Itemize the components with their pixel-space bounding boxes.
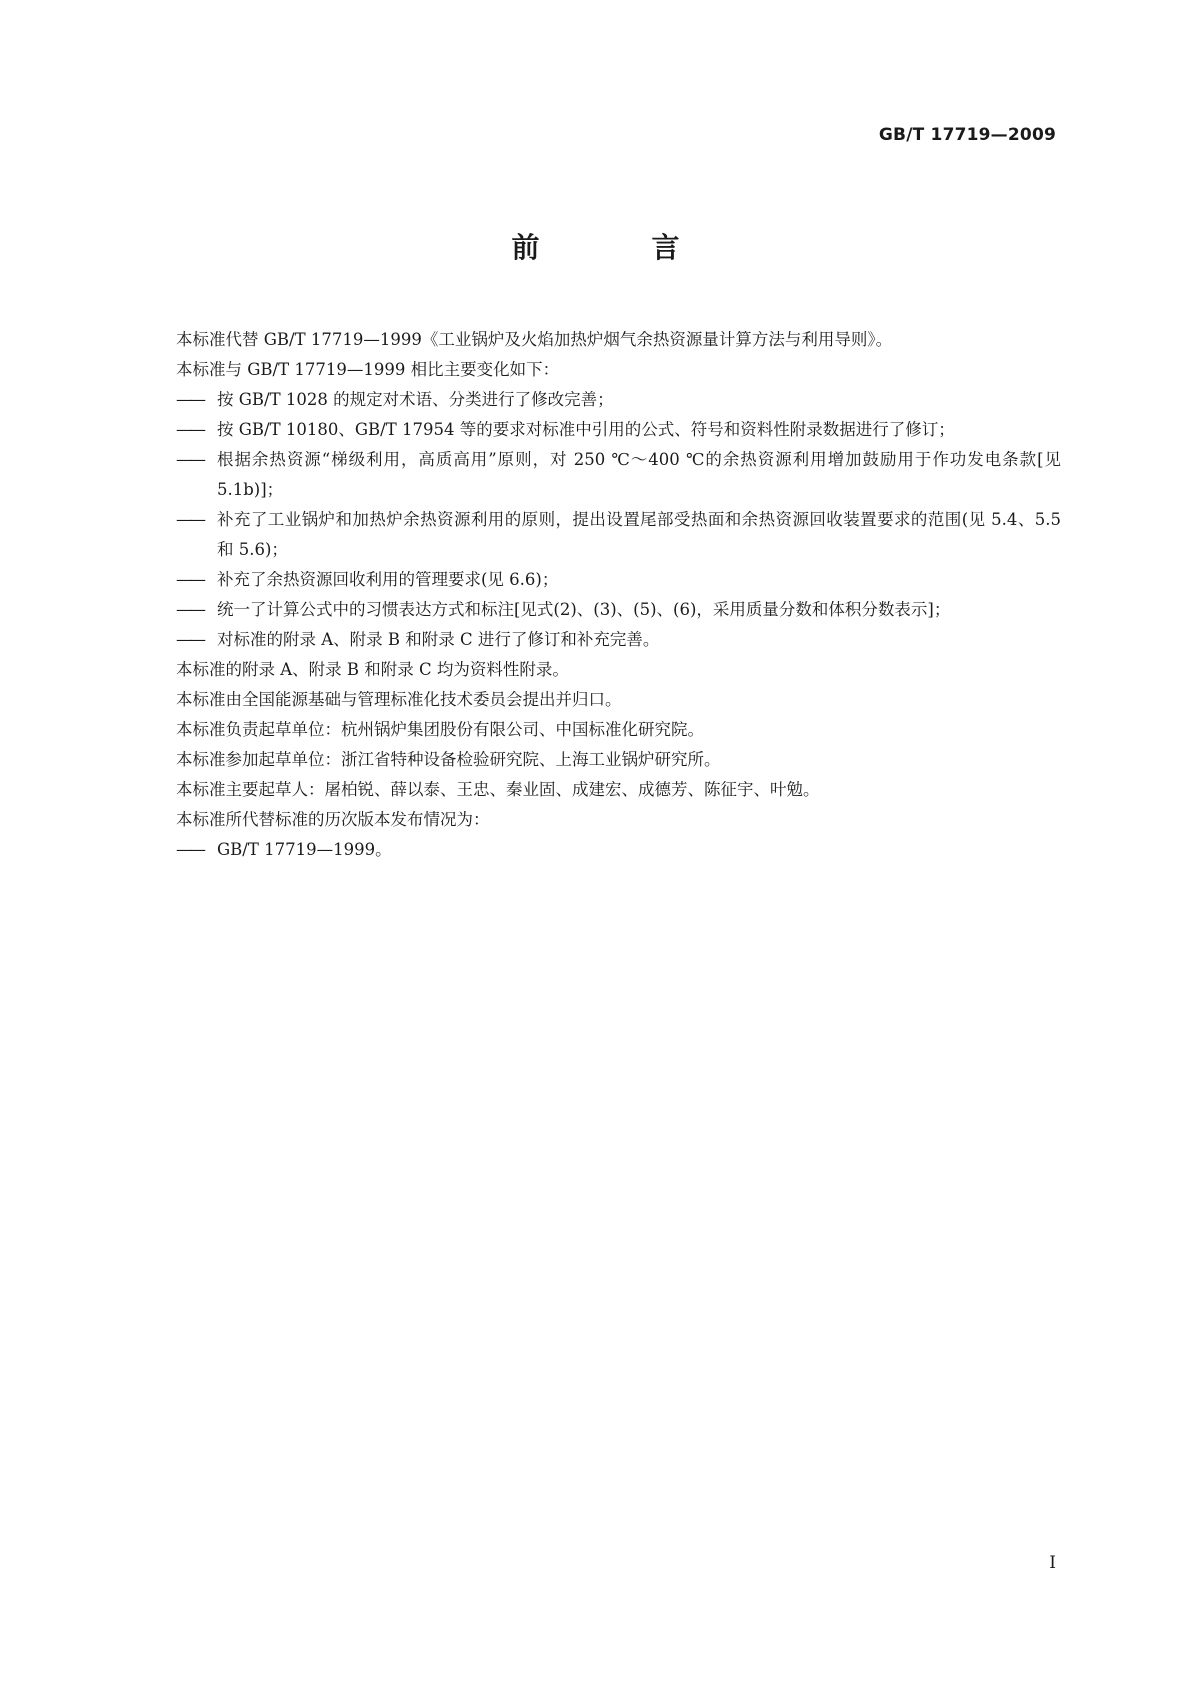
change-item-text: 对标准的附录 A、附录 B 和附录 C 进行了修订和补充完善。 xyxy=(217,630,660,649)
dash-marker: —— xyxy=(176,570,203,589)
change-item-text: 根据余热资源“梯级利用，高质高用”原则，对 250 ℃～400 ℃的余热资源利用增加鼓励用于作功发电条款[见 5.1b)]； xyxy=(217,450,1061,499)
dash-marker: —— xyxy=(176,450,203,469)
dash-marker: —— xyxy=(176,510,203,529)
change-item xyxy=(176,625,1061,655)
change-item xyxy=(176,385,1061,415)
change-item-text: 补充了工业锅炉和加热炉余热资源利用的原则，提出设置尾部受热面和余热资源回收装置要求的范围(见 5.4、5.5 和 5.6)； xyxy=(217,510,1061,559)
change-item xyxy=(176,415,1061,445)
change-item-text: 补充了余热资源回收利用的管理要求(见 6.6)； xyxy=(217,570,559,589)
change-item xyxy=(176,445,1061,505)
history-item-text: GB/T 17719—1999。 xyxy=(217,840,392,859)
paragraph-changes-intro: 本标准与 GB/T 17719—1999 相比主要变化如下： xyxy=(176,360,560,379)
document-body xyxy=(176,325,1061,865)
dash-marker: —— xyxy=(176,630,203,649)
change-item-text: 统一了计算公式中的习惯表达方式和标注[见式(2)、(3)、(5)、(6)，采用质量分数和体积分数表示]； xyxy=(217,600,951,619)
page-number: I xyxy=(1049,1553,1056,1573)
paragraph-main-drafters: 本标准主要起草人：屠柏锐、薛以泰、王忠、秦业固、成建宏、成德芳、陈征宇、叶勉。 xyxy=(176,780,820,799)
paragraph-history-intro: 本标准所代替标准的历次版本发布情况为： xyxy=(176,810,490,829)
page-title: 前 言 xyxy=(511,231,722,264)
dash-marker: —— xyxy=(176,390,203,409)
paragraph-lead-drafters: 本标准负责起草单位：杭州锅炉集团股份有限公司、中国标准化研究院。 xyxy=(176,720,704,739)
change-item-text: 按 GB/T 1028 的规定对术语、分类进行了修改完善； xyxy=(217,390,614,409)
history-item xyxy=(176,835,1061,865)
dash-marker: —— xyxy=(176,600,203,619)
change-item xyxy=(176,505,1061,565)
standard-code: GB/T 17719—2009 xyxy=(878,125,1056,145)
paragraph-proposer: 本标准由全国能源基础与管理标准化技术委员会提出并归口。 xyxy=(176,690,622,709)
dash-marker: —— xyxy=(176,840,203,859)
change-item xyxy=(176,565,1061,595)
change-item-text: 按 GB/T 10180、GB/T 17954 等的要求对标准中引用的公式、符号和资料性附录数据进行了修订； xyxy=(217,420,955,439)
paragraph-replacement: 本标准代替 GB/T 17719—1999《工业锅炉及火焰加热炉烟气余热资源量计算方法与利用导则》。 xyxy=(176,330,893,349)
paragraph-participating-drafters: 本标准参加起草单位：浙江省特种设备检验研究院、上海工业锅炉研究所。 xyxy=(176,750,721,769)
paragraph-appendices: 本标准的附录 A、附录 B 和附录 C 均为资料性附录。 xyxy=(176,660,569,679)
change-item xyxy=(176,595,1061,625)
dash-marker: —— xyxy=(176,420,203,439)
